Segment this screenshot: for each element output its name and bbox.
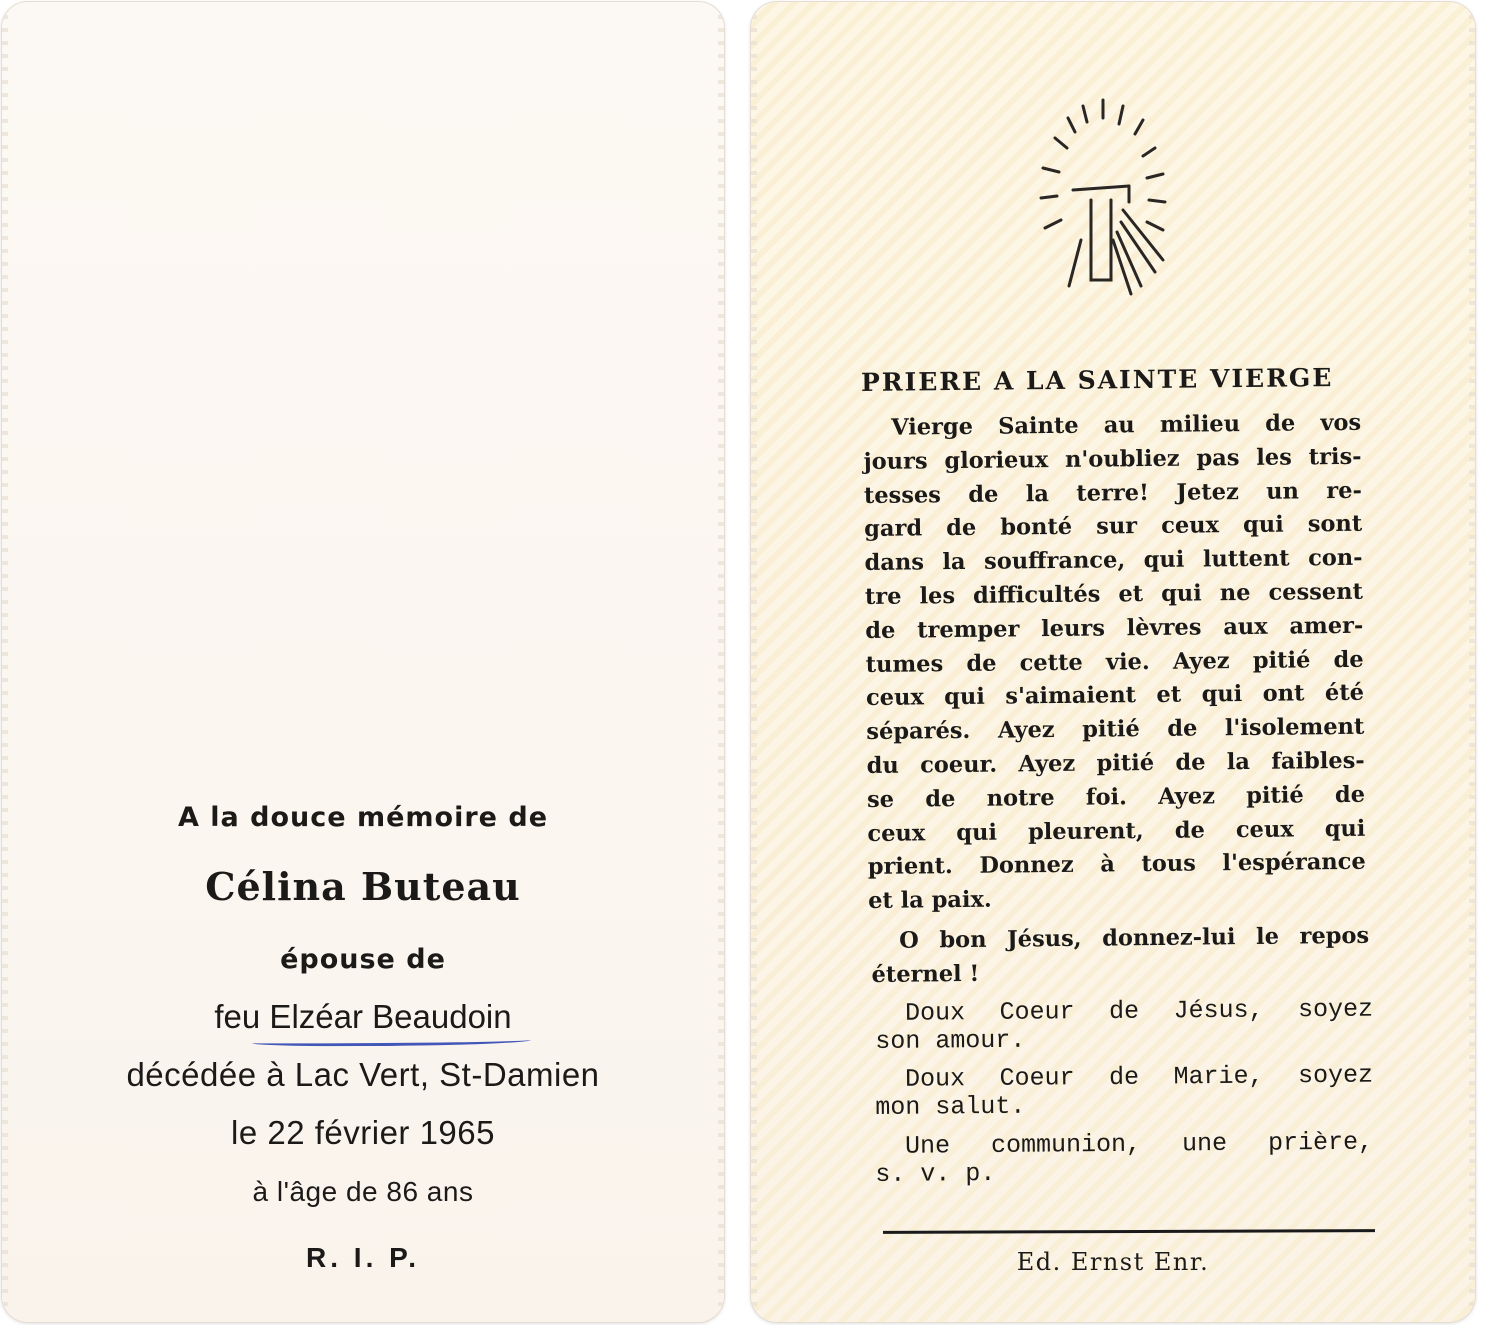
prayer-line: jours glorieux n'oubliez pas les tris- <box>863 443 1362 475</box>
memorial-card-front <box>2 2 724 1322</box>
prayer-line: du coeur. Ayez pitié de la faibles- <box>866 747 1365 779</box>
spouse-label: épouse de <box>280 944 446 975</box>
prayer-line: prient. Donnez à tous l'espérance <box>867 849 1366 881</box>
verse-line: Doux Coeur de Jésus, soyez <box>904 994 1374 1028</box>
prayer-line: ceux qui pleurent, de ceux qui <box>867 815 1366 847</box>
verse-sacred-heart <box>875 996 1373 1056</box>
card-edge <box>1469 2 1475 1322</box>
verse-request <box>875 1129 1373 1189</box>
prayer-line: gard de bonté sur ceux qui sont <box>864 511 1363 543</box>
publisher-imprint: Ed. Ernst Enr. <box>1016 1248 1210 1276</box>
divider-rule <box>883 1229 1375 1234</box>
handwritten-underline <box>252 1036 531 1046</box>
verse-heart-of-mary <box>875 1062 1373 1122</box>
verse-line: Une communion, une prière, <box>904 1127 1374 1161</box>
prayer-line: et la paix. <box>867 886 992 915</box>
verse-line: Doux Coeur de Marie, soyez <box>904 1060 1374 1094</box>
deceased-name: Célina Buteau <box>205 864 521 909</box>
prayer-title: PRIERE A LA SAINTE VIERGE <box>860 363 1334 397</box>
prayer-line: tre les difficultés et qui ne cessent <box>864 578 1364 610</box>
husband-name: feu Elzéar Beaudoin <box>214 998 512 1035</box>
prayer-line: tesses de la terre! Jetez un re- <box>863 477 1362 509</box>
death-place: décédée à Lac Vert, St-Damien <box>126 1056 600 1093</box>
prayer-line: dans la souffrance, qui luttent con- <box>864 544 1363 577</box>
memorial-card-back <box>751 2 1475 1322</box>
husband-name-line <box>2 998 724 1036</box>
dedication-heading: A la douce mémoire de <box>177 802 549 833</box>
card-edge <box>751 2 757 1322</box>
prayer-body <box>863 407 1366 919</box>
prayer-line: ceux qui s'aimaient et qui ont été <box>865 680 1365 712</box>
invocation <box>871 919 1370 992</box>
radiant-cross-icon <box>1013 90 1193 310</box>
prayer-line: séparés. Ayez pitié de l'isolement <box>866 713 1365 746</box>
portrait-photo <box>202 207 522 697</box>
rip-text: R. I. P. <box>306 1242 420 1273</box>
verse-line: s. v. p. <box>875 1158 996 1189</box>
invocation-line: O bon Jésus, donnez-lui le repos <box>899 922 1370 954</box>
prayer-line: de tremper leurs lèvres aux amer- <box>865 612 1364 644</box>
invocation-line: éternel ! <box>871 960 980 988</box>
prayer-line: tumes de cette vie. Ayez pitié de <box>865 646 1364 678</box>
death-date: le 22 février 1965 <box>231 1114 495 1151</box>
prayer-line: se de notre foi. Ayez pitié de <box>866 781 1366 813</box>
prayer-line: Vierge Sainte au milieu de vos <box>891 409 1362 441</box>
verse-line: son amour. <box>875 1025 1026 1056</box>
age-at-death: à l'âge de 86 ans <box>252 1176 474 1207</box>
verse-line: mon salut. <box>875 1091 1026 1122</box>
